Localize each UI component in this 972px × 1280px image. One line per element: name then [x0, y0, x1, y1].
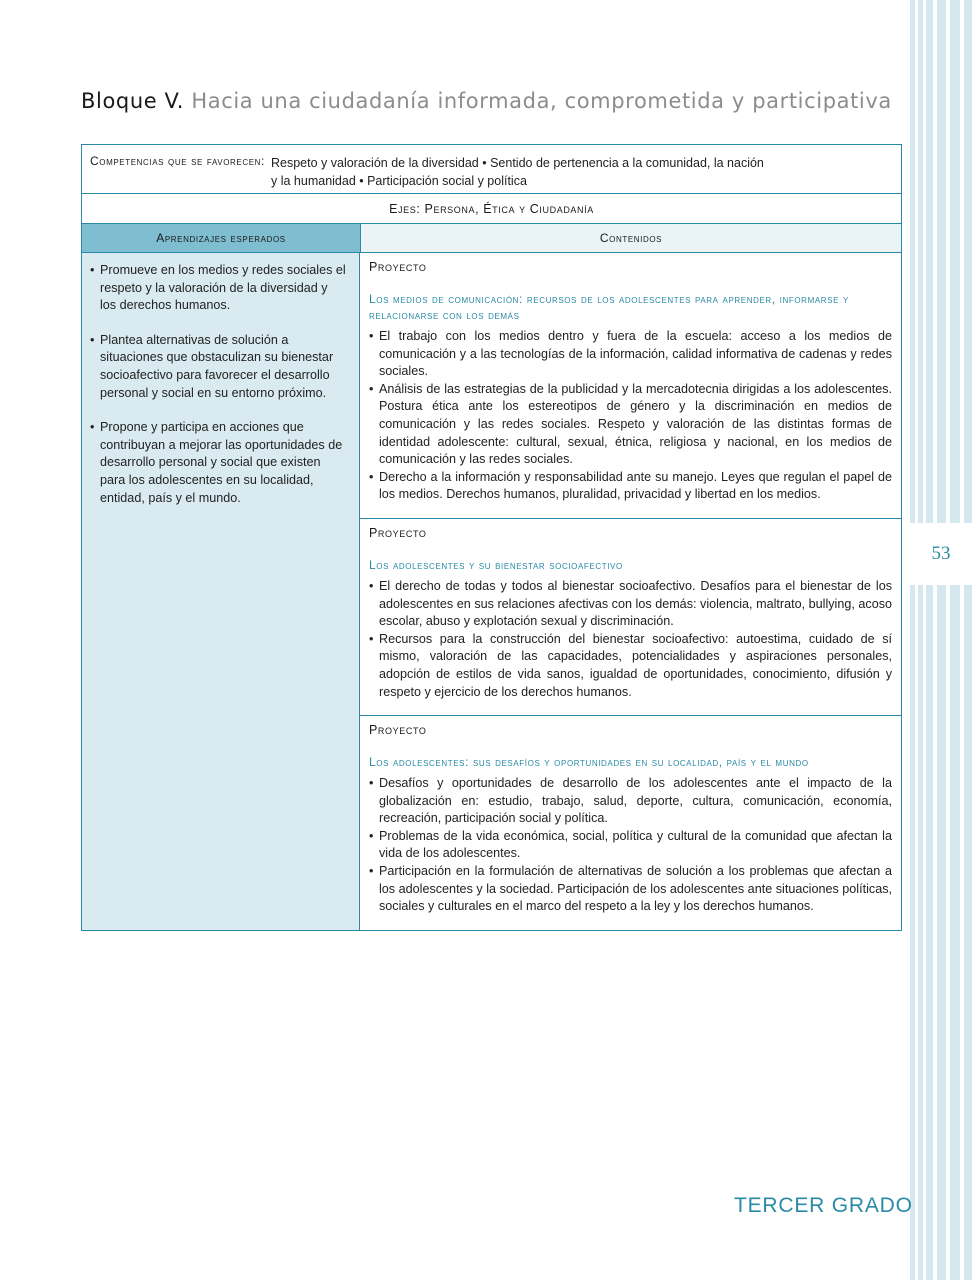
- contenido-item: • Derecho a la información y responsabilidad ante su manejo. Leyes que regulan el papel de los medios. Derechos humanos, pluralidad, privacidad y libertad en los medios.: [369, 469, 892, 504]
- proyecto-2: [360, 519, 901, 716]
- competencias-row: [82, 145, 901, 194]
- header-aprendizajes: Aprendizajes esperados: [82, 224, 361, 252]
- competencias-label: Competencias que se favorecen:: [90, 154, 265, 168]
- title-prefix: Bloque V.: [81, 89, 185, 113]
- decorative-stripes: [910, 0, 972, 1280]
- contenido-item: • Análisis de las estrategias de la publicidad y la mercadotecnia dirigidas a los adolescentes. Postura ética ante los estereotipos de género y la discriminación en medios de comunicación y las redes sociales. Respeto y valoración de las distintas formas de identidad adolescente: cultural, sexual, étnica, religiosa y nacional, en los medios de comunicación y las redes sociales.: [369, 381, 892, 469]
- ejes-row: Ejes: Persona, Ética y Ciudadanía: [82, 194, 901, 224]
- proyecto-title: Los medios de comunicación: recursos de los adolescentes para aprender, informarse y relacionarse con los demás: [369, 292, 849, 322]
- footer-grade: TERCER GRADO: [734, 1194, 913, 1217]
- proyecto-items: [369, 578, 892, 701]
- title-main: Hacia una ciudadanía informada, comprometida y participativa: [191, 89, 892, 113]
- page-number-tab: [910, 523, 972, 585]
- contenido-item: • El derecho de todas y todos al bienestar socioafectivo. Desafíos para el bienestar de los adolescentes en sus relaciones afectivas con los demás: violencia, maltrato, bullying, acoso escolar, abuso y explotación sexual y discriminación.: [369, 578, 892, 631]
- contenidos-column: [360, 253, 901, 930]
- proyecto-1: [360, 253, 901, 519]
- page-number: 53: [931, 543, 951, 564]
- aprendizaje-item: • Promueve en los medios y redes sociales el respeto y la valoración de la diversidad y los derechos humanos.: [90, 262, 347, 315]
- proyecto-title: Los adolescentes y su bienestar socioafectivo: [369, 558, 623, 572]
- competencias-line-1: Respeto y valoración de la diversidad • Sentido de pertenencia a la comunidad, la nación: [271, 156, 764, 170]
- competencias-text: [271, 154, 764, 193]
- column-headers: [82, 224, 901, 253]
- proyecto-label: Proyecto: [369, 723, 427, 737]
- competencias-line-2: y la humanidad • Participación social y política: [271, 174, 527, 188]
- proyecto-3: [360, 716, 901, 930]
- aprendizajes-list: [90, 262, 347, 507]
- table-body: [82, 253, 901, 930]
- aprendizaje-item: • Propone y participa en acciones que contribuyan a mejorar las oportunidades de desarrollo personal y social que existen para los adolescentes en su localidad, entidad, país y el mundo.: [90, 419, 347, 507]
- contenido-item: • Problemas de la vida económica, social, política y cultural de la comunidad que afectan la vida de los adolescentes.: [369, 828, 892, 863]
- proyecto-title: Los adolescentes: sus desafíos y oportunidades en su localidad, país y el mundo: [369, 755, 809, 769]
- proyecto-items: [369, 328, 892, 504]
- contenido-item: • Participación en la formulación de alternativas de solución a los problemas que afectan a los adolescentes y la sociedad. Participación de los adolescentes ante situaciones políticas, sociales y culturales en el marco del respeto a la ley y los derechos humanos.: [369, 863, 892, 916]
- aprendizaje-item: • Plantea alternativas de solución a situaciones que obstaculizan su bienestar socioafectivo para favorecer el desarrollo personal y social en su entorno próximo.: [90, 332, 347, 402]
- content-table: [81, 144, 902, 931]
- proyecto-label: Proyecto: [369, 526, 427, 540]
- proyecto-label: Proyecto: [369, 260, 427, 274]
- contenido-item: • El trabajo con los medios dentro y fuera de la escuela: acceso a los medios de comunicación y a las tecnologías de la información, calidad informativa de cadenas y redes sociales.: [369, 328, 892, 381]
- contenido-item: • Desafíos y oportunidades de desarrollo de los adolescentes ante el impacto de la globalización en: estudio, trabajo, salud, deporte, cultura, comunicación, economía, recreación, participación social y política.: [369, 775, 892, 828]
- contenido-item: • Recursos para la construcción del bienestar socioafectivo: autoestima, cuidado de sí mismo, valoración de las capacidades, potencialidades y aspiraciones personales, adopción de estilos de vida sanos, igualdad de oportunidades, conocimiento, difusión y respeto y ejercicio de los derechos humanos.: [369, 631, 892, 701]
- aprendizajes-column: [82, 253, 360, 930]
- proyecto-items: [369, 775, 892, 916]
- page-title: [81, 89, 892, 113]
- header-contenidos: Contenidos: [361, 224, 901, 252]
